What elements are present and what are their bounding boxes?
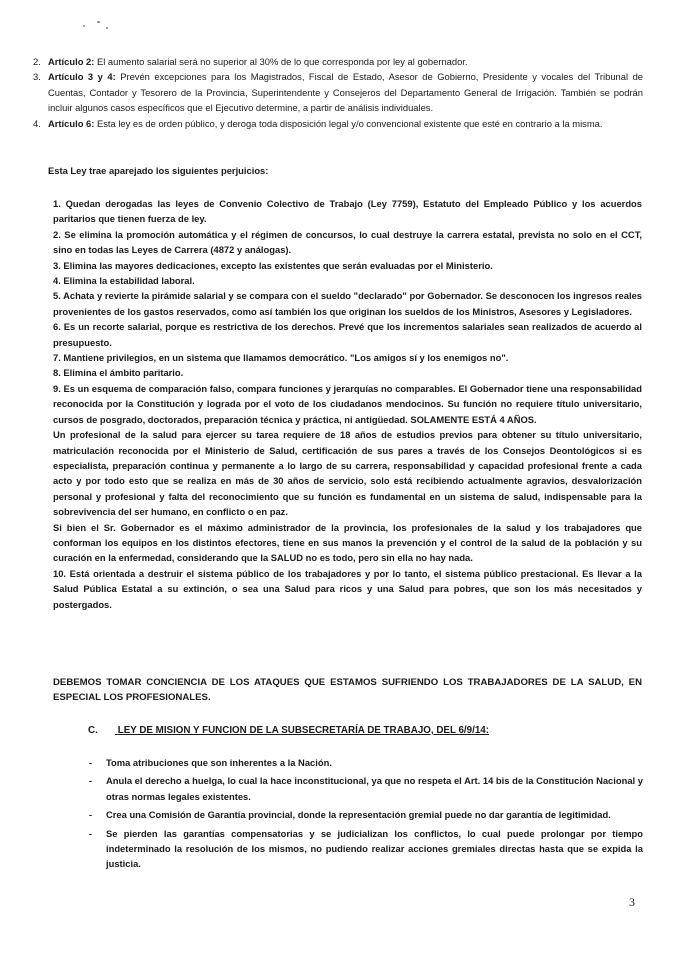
callout-text: DEBEMOS TOMAR CONCIENCIA DE LOS ATAQUES QUE ESTAMOS SUFRIENDO LOS TRABAJADORES DE LA SALUD, EN ESPECIAL LOS PROFESIONALES. [53,677,642,704]
article-text: El aumento salarial será no superior al 30% de lo que corresponda por ley al gobernador. [94,56,468,67]
list-item: 8. Elimina el ámbito paritario. [53,367,184,379]
list-item: 10. Está orientada a destruir el sistema público de los trabajadores y por lo tanto, el sistema público prestacional. Es llevar a la Salud Pública Estatal a su extinción, o sea una Salud para ricos y una Salud para pobres, que son los más necesitados y postergados. [53,567,642,610]
section-letter: C. [88,725,98,736]
scan-speck [97,21,100,23]
list-item [89,826,643,872]
articles-list [33,54,643,131]
list-item-text: Toma atribuciones que son inherentes a la Nación. [106,757,332,768]
article-title: Artículo 6: [48,117,95,129]
scan-speck [106,27,108,29]
article-text: Prevén excepciones para los Magistrados, Fiscal de Estado, Asesor de Gobierno, Presidente y vocales del Tribunal de Cuentas, Contador y Tesorero de la Provincia, Superintendente y Consejeros del Departamento General de Irrigación. También se podrán incluir algunos casos específicos que el Ejecutivo determine, a partir de análisis individuales. [48,71,643,114]
list-item [33,116,643,131]
list-item: 4. Elimina la estabilidad laboral. [53,275,195,287]
list-item [89,807,643,822]
paragraph: Un profesional de la salud para ejercer su tarea requiere de 18 años de estudios previos para obtener su título universitario, matriculación reconocida por el Ministerio de Salud, certificación de sus pares a través de los Consejos Deontológicos si es especialista, preparación continua y permanente a lo largo de su carrera, responsabilidad y capacidad profesional frente a cada acto y por todo esto que se realiza en más de 30 años de servicio, solo está recibiendo actualmente agravios, desvalorización personal y profesional y falta del reconocimiento que su función es fundamental en un sistema de salud, indispensable para la sobrevivencia del ser humano, en conflicto o en paz. [53,429,642,518]
list-item: 6. Es un recorte salarial, porque es restrictiva de los derechos. Prevé que los incrementos salariales sean realizados de acuerdo al presupuesto. [53,321,642,348]
perjuicios-list [53,196,642,612]
list-item: 1. Quedan derogadas las leyes de Convenio Colectivo de Trabajo (Ley 7759), Estatuto del Empleado Público y los acuerdos paritarios que tienen fuerza de ley. [53,198,642,225]
list-item: 5. Achata y revierte la pirámide salarial y se compara con el sueldo "declarado" por Gobernador. Se desconocen los ingresos reales provenientes de los gastos reservados, como así también los que originan los sueldos de los Ministros, Asesores y Legisladores. [53,290,642,317]
list-item-text: Anula el derecho a huelga, lo cual la hace inconstitucional, ya que no respeta el Art. 14 bis de la Constitución Nacional y otras normas legales existentes. [106,775,643,802]
list-item: 3. Elimina las mayores dedicaciones, excepto las existentes que serán evaluadas por el Ministerio. [53,259,493,271]
list-item: 9. Es un esquema de comparación falso, compara funciones y jerarquías no comparables. El Gobernador tiene una responsabilidad reconocida por la Constitución y lograda por el voto de los ciudadanos mendocinos. Su función no requiere título universitario, cursos de posgrado, doctorados, preparación técnica y práctica, ni antigüedad. SOLAMENTE ESTÁ 4 AÑOS. [53,382,642,425]
article-title: Artículo 2: [48,56,95,67]
list-number: 4. [33,117,41,129]
list-item [89,773,643,804]
list-item-text: Se pierden las garantías compensatorias y se judicializan los conflictos, lo cual puede prolongar por tiempo indeterminado la resolución de los mismos, no pudiendo realizar acciones gremiales directas hasta que se expida la justicia. [106,827,643,870]
section-heading [88,723,588,738]
dash-bullet: - [89,757,93,768]
scan-speck [83,25,85,27]
intro-text: Esta Ley trae aparejado los siguientes perjuicios: [48,165,269,176]
page-number: 3 [629,895,635,909]
section-title: LEY DE MISION Y FUNCION DE LA SUBSECRETARÍA DE TRABAJO, DEL 6/9/14: [117,725,489,736]
dash-bullet: - [89,827,93,839]
list-item [89,755,643,770]
paragraph: Si bien el Sr. Gobernador es el máximo administrador de la provincia, los profesionales de la salud y los trabajadores que conforman los equipos en los distintos efectores, tiene en sus manos la prevención y el control de la salud de la población y su curación en la enfermedad, considerando que la SALUD no es todo, pero sin ella no hay nada. [53,521,642,564]
article-title: Artículo 3 y 4: [48,71,116,83]
list-number: 2. [33,56,41,67]
list-item: 7. Mantiene privilegios, en un sistema que llamamos democrático. "Los amigos sí y los enemigos no". [53,352,509,364]
dash-bullet: - [89,775,93,787]
dash-bullet: - [89,809,93,821]
list-item [33,54,643,69]
list-item-text: Crea una Comisión de Garantía provincial, donde la representación gremial puede no dar garantía de legitimidad. [106,809,611,821]
article-text: Esta ley es de orden público, y deroga toda disposición legal y/o convencional existente que esté en contrario a la misma. [94,117,603,129]
dash-list [89,755,643,875]
list-item [33,69,643,115]
list-number: 3. [33,71,41,83]
list-item: 2. Se elimina la promoción automática y el régimen de concursos, lo cual destruye la carrera estatal, prevista no solo en el CCT, sino en todas las Leyes de Carrera (4872 y análogas). [53,228,642,256]
